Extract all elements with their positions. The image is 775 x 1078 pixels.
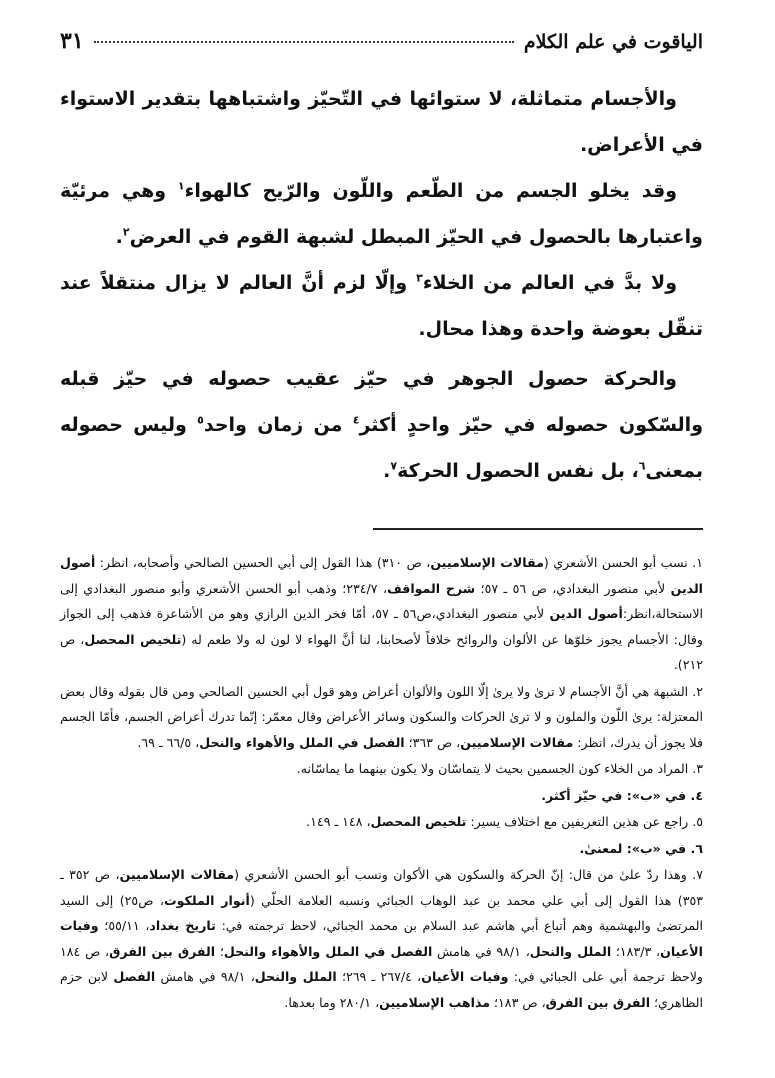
text: ولا بدَّ في العالم من الخلاء xyxy=(422,272,677,294)
text: ٧. وهذا ردّ علىٰ من قال: إنّ الحركة والسكون هي الأكوان ونسب أبو الحسن الأشعري ( xyxy=(234,867,703,882)
footnote-ref[interactable]: ٧ xyxy=(390,459,398,473)
text: ؛ xyxy=(215,943,224,959)
footnote-5 xyxy=(60,809,703,835)
citation-title: الفصل في الملل والأهواء والنحل xyxy=(199,734,405,750)
text: ، ص ٣١٠) هذا القول إلى أبي الحسين الصالحي وأصحابه، انظر: xyxy=(95,555,431,570)
citation-title: أصول الدين xyxy=(549,606,623,621)
citation-title: تلخيص المحصل xyxy=(84,631,182,647)
footnotes xyxy=(60,550,703,1015)
text: ٢. الشبهة هي أنَّ الأجسام لا ترىٰ ولا يرىٰ إلّا اللون والألوان أعراض وهو قول أبي الحسين الصالحي ومن قال بقوله وقال بعض المعتزلة: يرىٰ اللّون والملون و لا ترىٰ الحركات والسكون وسائر الأعراض وقال معمّر: إنّما تدرك أعراض الجسم، فأمّا الجسم فلا يجوز أن يدرك، انظر: xyxy=(60,683,703,750)
paragraph-motion-rest xyxy=(60,356,703,494)
citation-title: تلخيص المحصل xyxy=(370,814,467,829)
page-number: ٣١ xyxy=(60,28,84,54)
header-dot-leader xyxy=(94,41,514,43)
citation-title: الملل والنحل xyxy=(529,943,612,959)
text: ٣. المراد من الخلاء كون الجسمين بحيث لا يتماسّان ولا يكون بينهما ما يماسّانه. xyxy=(296,761,703,776)
citation-title: الفرق بين الفرق xyxy=(545,994,651,1010)
text: ، ٢٣٤/٧؛ وذهب أبو الحسن الأشعري وأبو منصور البغدادي إلى الاستحالة،انظر: xyxy=(60,580,704,621)
text: ٤. في «ب»: في حيّز أكثر. xyxy=(541,787,703,803)
citation-title: مقالات الإسلاميين xyxy=(430,555,544,570)
footnote-4 xyxy=(60,783,703,809)
text: ٦. في «ب»: لمعنىٰ. xyxy=(579,840,703,856)
text: لأبي منصور البغدادي، ص ٥٦ ـ ٥٧؛ xyxy=(475,580,671,596)
text: ، ١٨٣/٣؛ xyxy=(611,943,661,959)
text: ، ص ٢١٢). xyxy=(60,631,703,672)
text: وهي مرئيّة واعتبارها بالحصول في الحيّز المبطل لشبهة القوم في العرض xyxy=(60,180,703,248)
citation-title: شرح المواقف xyxy=(387,580,476,596)
footnote-2 xyxy=(60,679,703,756)
citation-title: الفصل xyxy=(113,969,156,984)
paragraph-bodies-similar xyxy=(60,76,703,168)
paragraph-body-qualities xyxy=(60,168,703,260)
running-header xyxy=(60,28,703,62)
citation-title: تاريخ بغداد xyxy=(149,918,216,933)
text: لأبي منصور البغدادي،ص٥٦ ـ ٥٧، أمّا فخر الدين الرازي وهو من الأشاعرة فذهب إلى الجواز وقال: الأجسام يجوز خلوّها عن الألوان والروائح خلافاً لأصحابنا، لنا أنَّ الهواء لا لون له ولا طعم له ( xyxy=(60,606,703,647)
text: من زمان واحد xyxy=(203,414,353,436)
citation-title: أصول الدين xyxy=(60,555,703,596)
text: ١. نسب أبو الحسن الأشعري ( xyxy=(543,555,704,570)
footnote-3 xyxy=(60,756,703,782)
citation-title: مقالات الإسلاميين xyxy=(460,734,574,750)
main-text xyxy=(60,76,703,494)
text: ، ص ٣٥٢ ـ ٣٥٣) هذا القول إلى أبي علي محمد بن عبد الوهاب الجبائي ونسبه العلامة الحلّي ( xyxy=(60,867,704,908)
text: ، ٢٦٧/٤ ـ ٢٦٩؛ xyxy=(336,969,422,984)
paragraph-void xyxy=(60,260,703,352)
text: ، ٢٨٠/١ وما بعدها. xyxy=(284,994,380,1010)
text: وليس حصوله بمعنى xyxy=(60,414,703,482)
text: ، ص ٣٦٣؛ xyxy=(404,734,461,750)
citation-title: الفرق بين الفرق xyxy=(109,943,216,959)
citation-title: مذاهب الإسلاميين xyxy=(379,994,491,1010)
text: ، ٩٨/١ في هامش xyxy=(432,943,530,959)
text: ، ٥٥/١١؛ xyxy=(98,918,150,933)
text: ٥. راجع عن هذين التعريفين مع اختلاف يسير: xyxy=(466,814,703,829)
footnote-ref[interactable]: ٤ xyxy=(352,413,360,427)
footnote-ref[interactable]: ٦ xyxy=(638,459,646,473)
citation-title: وفيات الأعيان xyxy=(60,918,703,959)
text: . xyxy=(383,460,391,482)
text: ، بل نفس الحصول الحركة xyxy=(397,460,639,482)
footnote-1 xyxy=(60,550,703,678)
text: ، ص ١٨٤ ولاحظ ترجمة أبي على الجبائي في: xyxy=(60,943,704,984)
text: ، ٦٦/٥ ـ ٦٩. xyxy=(137,734,200,750)
footnote-ref[interactable]: ٣ xyxy=(416,271,423,285)
text: ، ١٤٨ ـ ١٤٩. xyxy=(306,814,371,829)
text: والحركة حصول الجوهر في حيّز عقيب حصوله في حيّز قبله والسّكون حصوله في حيّز واحدٍ أكثر xyxy=(60,368,704,436)
footnote-ref[interactable]: ٢ xyxy=(122,225,130,239)
text: والأجسام متماثلة، لا ستوائها في التّحيّز واشتباهها بتقدير الاستواء في الأعراض. xyxy=(60,88,703,156)
text: ، ص٢٥) إلى السيد المرتضىٰ والبهشمية وهم أتباع أبي هاشم عبد السلام بن محمد الجبائي، لاحظ ترجمته في: xyxy=(60,892,703,933)
footnote-6 xyxy=(60,836,703,862)
text: لابن حزم الظاهري؛ xyxy=(60,969,703,1010)
citation-title: الفصل في الملل والأهواء والنحل xyxy=(223,943,433,959)
citation-title: وفيات الأعيان xyxy=(421,969,509,984)
text: وقد يخلو الجسم من الطّعم واللّون والرّيح كالهواء xyxy=(184,180,678,202)
citation-title: الملل والنحل xyxy=(254,969,337,984)
footnote-ref[interactable]: ١ xyxy=(177,179,185,193)
citation-title: مقالات الإسلاميين xyxy=(119,867,235,882)
book-title: الياقوت في علم الكلام xyxy=(523,31,703,53)
text: . xyxy=(115,226,123,248)
text: ، ص ١٨٣؛ xyxy=(490,994,546,1010)
citation-title: أنوار الملكوت xyxy=(163,892,250,908)
text: وإلّا لزم أنَّ العالم لا يزال منتقلاً عند تنقّل بعوضة واحدة وهذا محال. xyxy=(60,272,703,340)
text: ، ٩٨/١ في هامش xyxy=(155,969,255,984)
footnote-ref[interactable]: ٥ xyxy=(197,413,204,427)
footnote-separator xyxy=(373,528,703,530)
footnote-7 xyxy=(60,862,703,1015)
